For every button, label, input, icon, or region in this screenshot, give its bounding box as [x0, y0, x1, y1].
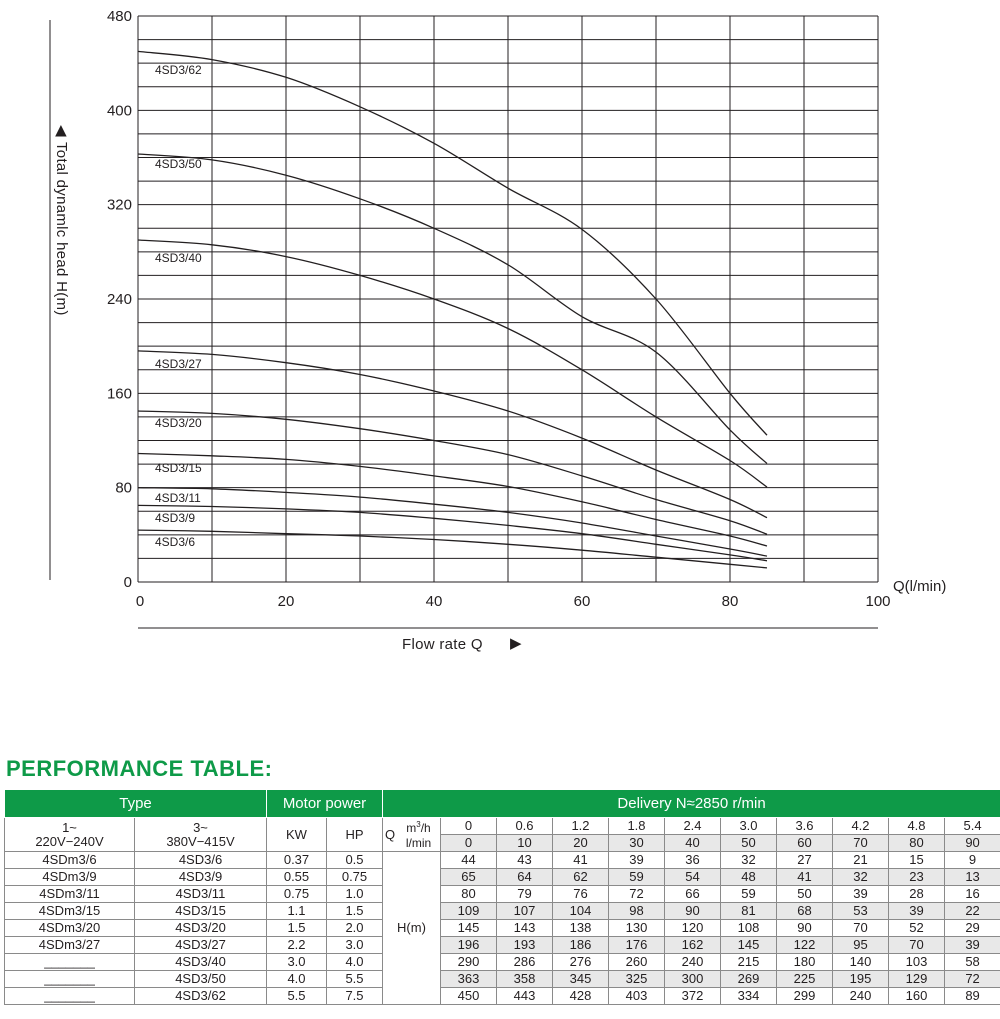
q-lmin-cell: 50: [721, 835, 777, 852]
q-m3h-cell: 0.6: [497, 818, 553, 835]
y-tick-label: 320: [106, 196, 132, 214]
head-value: 70: [833, 920, 889, 937]
head-value: 15: [889, 852, 945, 869]
curve-label: 4SD3/9: [155, 511, 196, 525]
curve-label: 4SD3/50: [155, 157, 202, 171]
head-value: 68: [777, 903, 833, 920]
performance-table-title: PERFORMANCE TABLE:: [6, 756, 273, 781]
head-value: 95: [833, 937, 889, 954]
head-value: 89: [945, 988, 1000, 1005]
head-value: 80: [441, 886, 497, 903]
hp-value: 3.0: [327, 937, 383, 954]
curve-label: 4SD3/20: [155, 416, 202, 430]
x-tick-label: 60: [573, 593, 591, 610]
q-unit-header: [383, 818, 441, 852]
head-value: 130: [609, 920, 665, 937]
hp-header: HP: [327, 818, 383, 852]
head-unit-label: H(m): [383, 852, 441, 1005]
head-value: 300: [665, 971, 721, 988]
q-lmin-cell: 90: [945, 835, 1000, 852]
head-value: 286: [497, 954, 553, 971]
hp-value: 0.75: [327, 869, 383, 886]
single-phase-model: 4SDm3/20: [5, 920, 135, 937]
head-value: 215: [721, 954, 777, 971]
q-unit-inner: [383, 818, 440, 851]
table-row: [5, 852, 1000, 869]
head-value: 108: [721, 920, 777, 937]
head-value: 58: [945, 954, 1000, 971]
curve-4sd3-9: [138, 505, 767, 560]
table-row: [5, 988, 1000, 1005]
head-value: 240: [833, 988, 889, 1005]
head-value: 145: [721, 937, 777, 954]
table-row: [5, 971, 1000, 988]
hp-value: 7.5: [327, 988, 383, 1005]
curve-4sd3-6: [138, 530, 767, 568]
head-value: 428: [553, 988, 609, 1005]
q-m3h-cell: 1.2: [553, 818, 609, 835]
y-tick-label: 0: [123, 574, 132, 591]
head-value: 44: [441, 852, 497, 869]
unit-m3h-tail: /h: [420, 821, 431, 835]
single-phase-symbol: 1~: [62, 819, 77, 835]
kw-value: 4.0: [267, 971, 327, 988]
q-lmin-cell: 30: [609, 835, 665, 852]
delivery-header: Delivery N≈2850 r/min: [383, 790, 1000, 818]
three-phase-voltage: 380V−415V: [166, 833, 235, 849]
unit-m3h: [397, 818, 440, 835]
y-tick-label: 160: [106, 385, 132, 403]
curve-4sd3-20: [138, 411, 767, 534]
head-value: 72: [609, 886, 665, 903]
head-value: 193: [497, 937, 553, 954]
three-phase-model: 4SD3/20: [135, 920, 267, 937]
head-value: 98: [609, 903, 665, 920]
head-value: 52: [889, 920, 945, 937]
head-value: 79: [497, 886, 553, 903]
single-phase-model: _______: [5, 971, 135, 988]
kw-value: 0.55: [267, 869, 327, 886]
head-value: 72: [945, 971, 1000, 988]
three-phase-header: [135, 818, 267, 852]
head-value: 48: [721, 869, 777, 886]
q-lmin-cell: 10: [497, 835, 553, 852]
curve-label: 4SD3/40: [155, 251, 202, 265]
three-phase-model: 4SD3/11: [135, 886, 267, 903]
three-phase-model: 4SD3/6: [135, 852, 267, 869]
curve-label: 4SD3/6: [155, 535, 196, 549]
table-row: [5, 920, 1000, 937]
head-value: 160: [889, 988, 945, 1005]
single-phase-model: 4SDm3/27: [5, 937, 135, 954]
single-phase-model: 4SDm3/9: [5, 869, 135, 886]
head-value: 64: [497, 869, 553, 886]
curve-label: 4SD3/15: [155, 461, 202, 475]
head-value: 76: [553, 886, 609, 903]
head-value: 23: [889, 869, 945, 886]
head-value: 363: [441, 971, 497, 988]
x-tick-label: 100: [865, 593, 891, 610]
table-row: [5, 903, 1000, 920]
head-value: 443: [497, 988, 553, 1005]
head-value: 16: [945, 886, 1000, 903]
q-m3h-cell: 0: [441, 818, 497, 835]
three-phase-model: 4SD3/40: [135, 954, 267, 971]
head-value: 196: [441, 937, 497, 954]
x-tick-label: 40: [425, 593, 443, 610]
curve-4sd3-11: [138, 488, 767, 556]
head-value: 90: [777, 920, 833, 937]
head-value: 372: [665, 988, 721, 1005]
head-value: 22: [945, 903, 1000, 920]
head-value: 120: [665, 920, 721, 937]
head-value: 122: [777, 937, 833, 954]
single-phase-model: 4SDm3/15: [5, 903, 135, 920]
hp-value: 5.5: [327, 971, 383, 988]
curve-4sd3-62: [138, 51, 767, 435]
chart-grid: [138, 16, 878, 582]
head-value: 145: [441, 920, 497, 937]
head-value: 269: [721, 971, 777, 988]
kw-value: 5.5: [267, 988, 327, 1005]
q-lmin-cell: 20: [553, 835, 609, 852]
head-value: 334: [721, 988, 777, 1005]
head-value: 9: [945, 852, 1000, 869]
head-value: 65: [441, 869, 497, 886]
head-value: 50: [777, 886, 833, 903]
head-value: 103: [889, 954, 945, 971]
three-phase-model: 4SD3/50: [135, 971, 267, 988]
three-phase-symbol: 3~: [193, 819, 208, 835]
x-tick-label: 0: [135, 593, 145, 610]
y-tick-labels: [107, 8, 132, 591]
kw-value: 1.5: [267, 920, 327, 937]
head-value: 41: [553, 852, 609, 869]
q-lmin-cell: 0: [441, 835, 497, 852]
head-value: 180: [777, 954, 833, 971]
single-phase-voltage: 220V−240V: [35, 833, 104, 849]
q-lmin-cell: 80: [889, 835, 945, 852]
x-tick-labels: [136, 593, 891, 610]
head-value: 140: [833, 954, 889, 971]
y-axis-title: Total dynamlc head H(m): [53, 142, 70, 316]
head-value: 450: [441, 988, 497, 1005]
single-phase-header: [5, 818, 135, 852]
three-phase-model: 4SD3/15: [135, 903, 267, 920]
head-value: 59: [609, 869, 665, 886]
head-value: 260: [609, 954, 665, 971]
x-tick-label: 80: [721, 593, 739, 610]
head-value: 186: [553, 937, 609, 954]
head-value: 39: [889, 903, 945, 920]
head-value: 358: [497, 971, 553, 988]
head-value: 276: [553, 954, 609, 971]
head-value: 129: [889, 971, 945, 988]
head-value: 299: [777, 988, 833, 1005]
single-phase-model: 4SDm3/6: [5, 852, 135, 869]
hp-value: 0.5: [327, 852, 383, 869]
y-tick-label: 480: [106, 8, 132, 25]
head-value: 90: [665, 903, 721, 920]
table-row: [5, 869, 1000, 886]
kw-value: 2.2: [267, 937, 327, 954]
head-value: 225: [777, 971, 833, 988]
three-phase-model: 4SD3/9: [135, 869, 267, 886]
q-m3h-cell: 1.8: [609, 818, 665, 835]
x-axis-title: Flow rate Q: [402, 636, 483, 653]
pump-curves: [138, 51, 767, 568]
head-value: 195: [833, 971, 889, 988]
head-value: 28: [889, 886, 945, 903]
three-phase-model: 4SD3/62: [135, 988, 267, 1005]
head-value: 176: [609, 937, 665, 954]
curve-4sd3-40: [138, 240, 767, 487]
y-tick-label: 80: [115, 479, 132, 497]
head-value: 36: [665, 852, 721, 869]
head-value: 345: [553, 971, 609, 988]
head-value: 59: [721, 886, 777, 903]
single-phase-model: _______: [5, 988, 135, 1005]
q-m3h-cell: 2.4: [665, 818, 721, 835]
x-tick-label: 20: [277, 593, 295, 610]
y-tick-label: 240: [106, 291, 132, 308]
curve-label: 4SD3/62: [155, 63, 202, 77]
x-unit-label: Q(l/min): [893, 578, 947, 595]
head-value: 39: [609, 852, 665, 869]
head-value: 39: [833, 886, 889, 903]
table-row: [5, 954, 1000, 971]
head-value: 66: [665, 886, 721, 903]
head-value: 403: [609, 988, 665, 1005]
q-m3h-cell: 5.4: [945, 818, 1000, 835]
curve-label: 4SD3/11: [155, 491, 201, 505]
q-m3h-cell: 3.6: [777, 818, 833, 835]
head-value: 29: [945, 920, 1000, 937]
head-value: 39: [945, 937, 1000, 954]
head-value: 21: [833, 852, 889, 869]
q-symbol: Q: [384, 826, 396, 842]
head-value: 70: [889, 937, 945, 954]
kw-value: 1.1: [267, 903, 327, 920]
curve-4sd3-27: [138, 351, 767, 518]
motor-power-header: Motor power: [267, 790, 383, 818]
head-value: 13: [945, 869, 1000, 886]
curve-label: 4SD3/27: [155, 357, 202, 371]
type-header: Type: [5, 790, 267, 818]
head-value: 27: [777, 852, 833, 869]
kw-value: 0.75: [267, 886, 327, 903]
kw-value: 3.0: [267, 954, 327, 971]
y-tick-label: 400: [106, 102, 132, 120]
head-value: 32: [721, 852, 777, 869]
hp-value: 1.0: [327, 886, 383, 903]
head-value: 41: [777, 869, 833, 886]
q-m3h-cell: 4.2: [833, 818, 889, 835]
hp-value: 4.0: [327, 954, 383, 971]
q-lmin-cell: 60: [777, 835, 833, 852]
table-row: [5, 886, 1000, 903]
head-value: 290: [441, 954, 497, 971]
head-value: 54: [665, 869, 721, 886]
head-value: 62: [553, 869, 609, 886]
unit-lmin: l/min: [405, 836, 432, 850]
head-value: 107: [497, 903, 553, 920]
y-axis-arrow: ◀: [53, 125, 70, 137]
head-value: 53: [833, 903, 889, 920]
unit-m3h-sup: 3: [416, 820, 421, 829]
kw-value: 0.37: [267, 852, 327, 869]
q-lmin-cell: 40: [665, 835, 721, 852]
head-value: 325: [609, 971, 665, 988]
q-lmin-cell: 70: [833, 835, 889, 852]
head-value: 81: [721, 903, 777, 920]
hp-value: 2.0: [327, 920, 383, 937]
q-m3h-cell: 4.8: [889, 818, 945, 835]
head-value: 138: [553, 920, 609, 937]
hp-value: 1.5: [327, 903, 383, 920]
head-value: 109: [441, 903, 497, 920]
head-value: 240: [665, 954, 721, 971]
q-m3h-cell: 3.0: [721, 818, 777, 835]
three-phase-model: 4SD3/27: [135, 937, 267, 954]
head-value: 104: [553, 903, 609, 920]
curve-labels: [155, 63, 202, 549]
performance-table: [4, 789, 1000, 1005]
kw-header: KW: [267, 818, 327, 852]
unit-m3h-base: m: [406, 821, 417, 835]
head-value: 143: [497, 920, 553, 937]
table-row: [5, 937, 1000, 954]
head-value: 162: [665, 937, 721, 954]
x-axis-arrow: ▶: [510, 635, 522, 652]
single-phase-model: 4SDm3/11: [5, 886, 135, 903]
single-phase-model: _______: [5, 954, 135, 971]
head-value: 32: [833, 869, 889, 886]
head-value: 43: [497, 852, 553, 869]
